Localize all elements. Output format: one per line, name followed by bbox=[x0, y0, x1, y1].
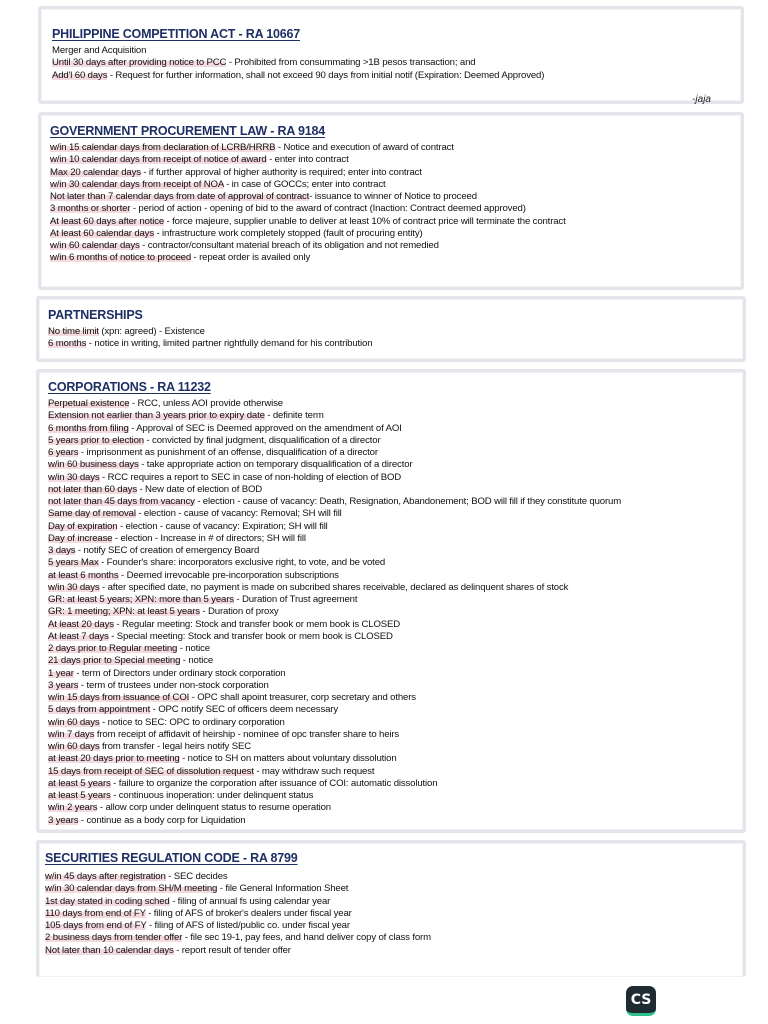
line-description: - enter into contract bbox=[266, 154, 349, 166]
text-line bbox=[48, 717, 737, 729]
text-line bbox=[48, 594, 737, 606]
section-securities-code bbox=[36, 840, 746, 977]
highlighted-deadline: at least 5 years bbox=[48, 790, 111, 801]
text-line bbox=[52, 70, 735, 82]
highlighted-deadline: Max 20 calendar days bbox=[50, 166, 141, 178]
line-description: - if further approval of higher authority is required; enter into contract bbox=[140, 166, 422, 178]
section-body bbox=[48, 308, 737, 351]
line-description: - period of action - opening of bid to the award of contract (Inaction: Contract deemed approved) bbox=[130, 203, 526, 215]
line-description: - definite term bbox=[264, 410, 324, 422]
text-line bbox=[50, 154, 735, 166]
line-description: - Special meeting: Stock and transfer book or mem book is CLOSED bbox=[108, 630, 393, 642]
text-line bbox=[48, 496, 737, 508]
text-line bbox=[48, 668, 737, 680]
line-description: - allow corp under delinquent status to resume operation bbox=[97, 802, 331, 814]
text-line bbox=[45, 908, 737, 920]
section-title: PHILIPPINE COMPETITION ACT - RA 10667 bbox=[52, 27, 300, 41]
text-line bbox=[48, 766, 737, 778]
highlighted-deadline: At least 20 days bbox=[48, 618, 114, 630]
text-line bbox=[48, 692, 737, 704]
highlighted-deadline: At least 60 days after notice bbox=[50, 215, 165, 227]
highlighted-deadline: w/in 60 business days bbox=[48, 459, 139, 471]
highlighted-deadline: w/in 30 days bbox=[48, 471, 100, 483]
highlighted-deadline: w/in 30 calendar days from receipt of NOA bbox=[50, 178, 224, 190]
text-line bbox=[48, 435, 737, 447]
line-description: - Approval of SEC is Deemed approved on the amendment of AOI bbox=[128, 422, 402, 434]
line-description: - imprisonment as punishment of an offense, disqualification of a director bbox=[78, 447, 378, 458]
text-line bbox=[48, 802, 737, 814]
highlighted-deadline: 5 years Max bbox=[48, 557, 99, 569]
highlighted-deadline: w/in 60 calendar days bbox=[50, 240, 140, 251]
line-description: - Duration of proxy bbox=[199, 606, 279, 618]
text-line bbox=[48, 606, 737, 618]
highlighted-deadline: 3 months or shorter bbox=[50, 203, 131, 215]
text-line bbox=[50, 228, 735, 240]
line-description: - file sec 19-1, pay fees, and hand deliver copy of class form bbox=[182, 932, 431, 944]
highlighted-deadline: GR: at least 5 years; XPN: more than 5 years bbox=[48, 594, 234, 605]
highlighted-deadline: 110 days from end of FY bbox=[45, 907, 146, 919]
highlighted-deadline: 5 years prior to election bbox=[48, 434, 144, 446]
highlighted-deadline: At least 60 calendar days bbox=[50, 227, 154, 239]
text-line bbox=[48, 545, 737, 557]
line-description: - election - cause of vacancy: Death, Resignation, Abandonement; BOD will fill if they constitute quorum bbox=[194, 496, 622, 507]
section-body bbox=[50, 124, 735, 265]
text-line bbox=[48, 533, 737, 545]
text-line bbox=[48, 729, 737, 741]
highlighted-deadline: 6 months bbox=[48, 338, 87, 350]
text-line bbox=[45, 896, 737, 908]
highlighted-deadline: Extension not earlier than 3 years prior to expiry date bbox=[48, 410, 265, 422]
line-description: - Request for further information, shall not exceed 90 days from initial notif (Expiration: Deemed Approved) bbox=[107, 69, 545, 81]
highlighted-deadline: w/in 6 months of notice to proceed bbox=[50, 252, 192, 264]
line-description: - Notice and execution of award of contract bbox=[275, 142, 454, 153]
section-body bbox=[48, 380, 737, 827]
line-description: - notice bbox=[180, 655, 214, 667]
highlighted-deadline: not later than 45 days from vacancy bbox=[48, 496, 195, 507]
text-line bbox=[48, 704, 737, 716]
section-lines bbox=[50, 142, 735, 265]
highlighted-deadline: 3 years bbox=[48, 679, 79, 691]
section-body bbox=[45, 851, 737, 957]
highlighted-deadline: w/in 15 days from issuance of COI bbox=[48, 692, 190, 703]
highlighted-deadline: 3 days bbox=[48, 545, 76, 556]
text-line bbox=[48, 338, 737, 350]
line-description: - continue as a body corp for Liquidation bbox=[78, 814, 246, 826]
line-description: - Prohibited from consummating >1B pesos transaction; and bbox=[226, 57, 476, 69]
text-line bbox=[48, 472, 737, 484]
highlighted-deadline: Same day of removal bbox=[48, 508, 136, 520]
highlighted-deadline: w/in 15 calendar days from declaration of LCRB/HRRB bbox=[50, 142, 276, 153]
line-description: - issuance to winner of Notice to proceed bbox=[309, 191, 477, 202]
highlighted-deadline: Not later than 10 calendar days bbox=[45, 944, 174, 956]
highlighted-deadline: w/in 7 days bbox=[48, 728, 95, 740]
highlighted-deadline: w/in 30 days bbox=[48, 581, 100, 593]
line-description: - OPC shall apoint treasurer, corp secretary and others bbox=[189, 692, 416, 703]
section-title: GOVERNMENT PROCUREMENT LAW - RA 9184 bbox=[50, 124, 326, 138]
text-line bbox=[52, 57, 735, 69]
line-description: - take appropriate action on temporary disqualification of a director bbox=[138, 459, 413, 471]
highlighted-deadline: w/in 45 days after registration bbox=[45, 871, 166, 882]
line-description: - report result of tender offer bbox=[173, 944, 291, 956]
text-line bbox=[48, 753, 737, 765]
line-description: - failure to organize the corporation after issuance of COI: automatic dissolution bbox=[110, 777, 438, 789]
text-line bbox=[48, 631, 737, 643]
highlighted-deadline: 5 days from appointment bbox=[48, 704, 151, 716]
line-description: - Deemed irrevocable pre-incorporation subscriptions bbox=[118, 569, 339, 581]
camscanner-logo: CS bbox=[626, 986, 656, 1016]
section-competition-act bbox=[38, 6, 744, 104]
highlighted-deadline: 6 months from filing bbox=[48, 422, 129, 434]
section-lines bbox=[48, 326, 737, 351]
highlighted-deadline: at least 20 days prior to meeting bbox=[48, 753, 180, 765]
highlighted-deadline: Not later than 7 calendar days from date of approval of contract bbox=[50, 191, 310, 202]
text-line bbox=[50, 191, 735, 203]
line-description: from transfer - legal heirs notify SEC bbox=[99, 741, 251, 752]
text-line bbox=[48, 398, 737, 410]
line-description: (xpn: agreed) - Existence bbox=[98, 326, 205, 337]
line-description: - notice to SEC: OPC to ordinary corporation bbox=[99, 716, 285, 728]
text-line bbox=[48, 447, 737, 459]
text-line bbox=[50, 179, 735, 191]
section-title: PARTNERSHIPS bbox=[48, 308, 143, 322]
highlighted-deadline: 2 days prior to Regular meeting bbox=[48, 643, 178, 654]
section-body bbox=[52, 27, 735, 82]
section-title: SECURITIES REGULATION CODE - RA 8799 bbox=[45, 851, 298, 865]
text-line bbox=[50, 252, 735, 264]
text-line bbox=[48, 778, 737, 790]
line-description: - RCC requires a report to SEC in case of non-holding of election of BOD bbox=[99, 471, 402, 483]
line-description: - election - Increase in # of directors; SH will fill bbox=[112, 532, 306, 544]
highlighted-deadline: w/in 30 calendar days from SH/M meeting bbox=[45, 883, 218, 895]
highlighted-deadline: not later than 60 days bbox=[48, 483, 137, 495]
line-description: from receipt of affidavit of heirship - nominee of opc transfer share to heirs bbox=[94, 728, 400, 740]
line-description: - contractor/consultant material breach of its obligation and not remedied bbox=[139, 240, 439, 251]
text-line bbox=[48, 459, 737, 471]
line-description: - Founder's share: incorporators exclusive right, to vote, and be voted bbox=[98, 557, 386, 569]
text-line bbox=[48, 410, 737, 422]
text-line bbox=[48, 557, 737, 569]
highlighted-deadline: at least 6 months bbox=[48, 569, 119, 581]
highlighted-deadline: at least 5 years bbox=[48, 777, 111, 789]
text-line bbox=[48, 680, 737, 692]
section-procurement-law bbox=[38, 112, 744, 290]
line-description: - in case of GOCCs; enter into contract bbox=[223, 178, 386, 190]
highlighted-deadline: w/in 2 years bbox=[48, 802, 98, 814]
highlighted-deadline: Day of increase bbox=[48, 532, 113, 544]
section-partnerships bbox=[36, 296, 746, 362]
text-line bbox=[50, 216, 735, 228]
text-line bbox=[48, 484, 737, 496]
line-description: - notify SEC of creation of emergency Board bbox=[75, 545, 260, 556]
section-lines bbox=[45, 871, 737, 957]
highlighted-deadline: w/in 60 days bbox=[48, 741, 100, 752]
highlighted-deadline: Perpetual existence bbox=[48, 398, 130, 409]
text-line bbox=[45, 883, 737, 895]
highlighted-deadline: At least 7 days bbox=[48, 630, 109, 642]
signature: -jaja bbox=[692, 94, 711, 105]
line-description: - convicted by final judgment, disqualification of a director bbox=[143, 434, 381, 446]
text-line bbox=[48, 815, 737, 827]
line-description: - infrastructure work completely stopped (fault of procuring entity) bbox=[153, 227, 423, 239]
highlighted-deadline: Add'l 60 days bbox=[52, 69, 108, 81]
text-line bbox=[48, 508, 737, 520]
line-description: - file General Information Sheet bbox=[217, 883, 349, 895]
text-line bbox=[48, 521, 737, 533]
text-line bbox=[48, 655, 737, 667]
text-line bbox=[50, 142, 735, 154]
line-description: - term of Directors under ordinary stock corporation bbox=[73, 667, 286, 679]
line-description: - notice in writing, limited partner rightfully demand for his contribution bbox=[86, 338, 373, 350]
text-line bbox=[48, 790, 737, 802]
line-description: Merger and Acquisition bbox=[52, 45, 147, 56]
text-line bbox=[50, 167, 735, 179]
text-line bbox=[48, 326, 737, 338]
section-corporations bbox=[36, 369, 746, 833]
line-description: - Regular meeting: Stock and transfer book or mem book is CLOSED bbox=[113, 618, 401, 630]
line-description: - election - cause of vacancy: Removal; SH will fill bbox=[135, 508, 342, 520]
highlighted-deadline: 6 years bbox=[48, 447, 79, 458]
section-title: CORPORATIONS - RA 11232 bbox=[48, 380, 211, 394]
highlighted-deadline: No time limit bbox=[48, 326, 99, 337]
text-line bbox=[45, 920, 737, 932]
highlighted-deadline: 15 days from receipt of SEC of dissolution request bbox=[48, 765, 254, 777]
text-line bbox=[48, 423, 737, 435]
section-lines bbox=[48, 398, 737, 827]
line-description: - notice to SH on matters about voluntary dissolution bbox=[179, 753, 397, 765]
text-line bbox=[48, 643, 737, 655]
highlighted-deadline: GR: 1 meeting; XPN: at least 5 years bbox=[48, 606, 200, 618]
text-line bbox=[48, 582, 737, 594]
line-description: - SEC decides bbox=[165, 871, 228, 882]
text-line bbox=[48, 570, 737, 582]
text-line bbox=[45, 932, 737, 944]
line-description: - force majeure, supplier unable to deliver at least 10% of contract price will terminate the contract bbox=[164, 215, 566, 227]
line-description: - continuous inoperation: under delinquent status bbox=[110, 790, 314, 801]
line-description: - Duration of Trust agreement bbox=[233, 594, 358, 605]
line-description: - OPC notify SEC of officers deem necessary bbox=[150, 704, 338, 716]
highlighted-deadline: 1 year bbox=[48, 667, 74, 679]
line-description: - filing of AFS of broker's dealers under fiscal year bbox=[145, 907, 352, 919]
line-description: - RCC, unless AOI provide otherwise bbox=[129, 398, 283, 409]
highlighted-deadline: 3 years bbox=[48, 814, 79, 826]
text-line bbox=[45, 871, 737, 883]
line-description: - New date of election of BOD bbox=[136, 483, 263, 495]
highlighted-deadline: w/in 60 days bbox=[48, 716, 100, 728]
highlighted-deadline: w/in 10 calendar days from receipt of notice of award bbox=[50, 154, 267, 166]
highlighted-deadline: 105 days from end of FY bbox=[45, 920, 147, 931]
line-description: - filing of annual fs using calendar year bbox=[169, 895, 331, 907]
text-line bbox=[50, 240, 735, 252]
highlighted-deadline: 21 days prior to Special meeting bbox=[48, 655, 181, 667]
text-line bbox=[52, 45, 735, 57]
line-description: - election - cause of vacancy: Expiration; SH will fill bbox=[117, 520, 328, 532]
line-description: - may withdraw such request bbox=[253, 765, 375, 777]
text-line bbox=[50, 203, 735, 215]
line-description: - filing of AFS of listed/public co. under fiscal year bbox=[146, 920, 350, 931]
text-line bbox=[45, 945, 737, 957]
line-description: - repeat order is availed only bbox=[191, 252, 311, 264]
line-description: - term of trustees under non-stock corporation bbox=[78, 679, 269, 691]
highlighted-deadline: Day of expiration bbox=[48, 520, 118, 532]
highlighted-deadline: 2 business days from tender offer bbox=[45, 932, 183, 944]
text-line bbox=[48, 741, 737, 753]
section-lines bbox=[52, 45, 735, 82]
line-description: - notice bbox=[177, 643, 210, 654]
highlighted-deadline: Until 30 days after providing notice to PCC bbox=[52, 57, 227, 69]
text-line bbox=[48, 619, 737, 631]
line-description: - after specified date, no payment is made on subcribed shares receivable, declared as delinquent shares of stock bbox=[99, 581, 569, 593]
highlighted-deadline: 1st day stated in coding sched bbox=[45, 895, 170, 907]
